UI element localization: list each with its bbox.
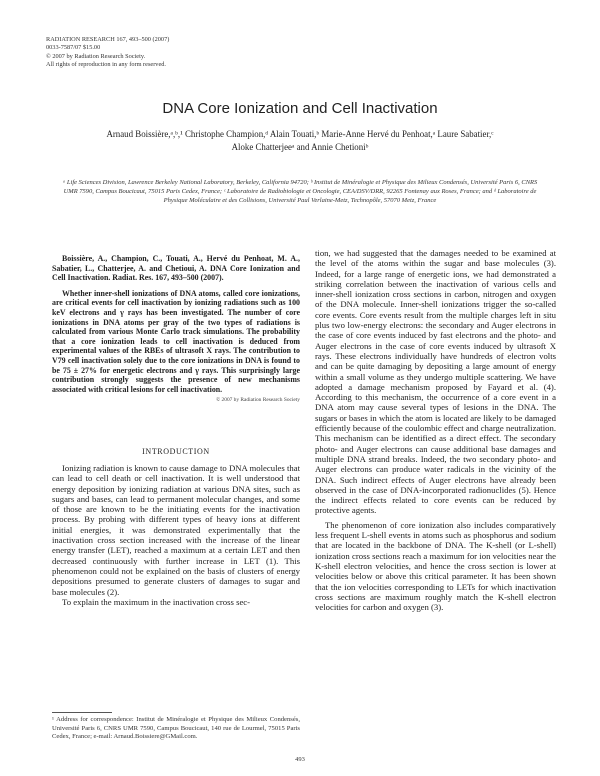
right-column-text bbox=[315, 248, 556, 612]
copyright-line: © 2007 by Radiation Research Society. bbox=[46, 52, 146, 60]
section-heading-introduction: INTRODUCTION bbox=[142, 447, 210, 456]
intro-paragraph-1: Ionizing radiation is known to cause damage to DNA molecules that can lead to cell death or cell inactivation. It is well understood that energy deposition by ionizing radiation at various DNA sites, such as sugars and bases, can lead to permanent molecular changes, and some of those are known to be the initiating events for the inactivation process. By probing with different types of heavy ions at different initial energies, it was demonstrated experimentally that the inactivation cross section increased with the increase of the linear energy transfer (LET), reached a maximum at a certain LET and then decreased continuously with further increase in LET (1). This phenomenon could not be explained on the basis of clusters of energy depositions presumed to generate clusters of damages to sugar and base molecules (2). bbox=[52, 463, 300, 597]
author-line-1: Arnaud Boissière,ᵃ,ᵇ,¹ Christophe Champion,ᵈ Alain Touati,ᵇ Marie-Anne Hervé du Penhoat,ᵃ Laure Sabatier,ᶜ bbox=[106, 129, 494, 139]
rights-line: All rights of reproduction in any form reserved. bbox=[46, 60, 166, 68]
left-column-text bbox=[52, 463, 300, 607]
journal-header bbox=[46, 36, 169, 69]
affiliations: ᵃ Life Sciences Division, Lawrence Berkeley National Laboratory, Berkeley, California 94720; ᵇ Institut de Minéralogie et Physique des Milieux Condensés, Université Paris 6, CNRS UMR 7590, Campus Boucicaut, 75015 Paris Cedex, France; ᶜ Laboratoire de Radiobiologie et Oncologie, CEA/DSV/DRR, 92265 Fontenay aux Roses, France; and ᵈ Laboratoire de Physique Moléculaire et des Collisions, Université Paul Verlaine-Metz, Technopôle, 57070 Metz, France bbox=[62, 179, 538, 205]
right-paragraph-1: tion, we had suggested that the damages needed to be examined at the level of the atoms within the sugar and base molecules (3). Indeed, for a large range of energetic ions, we had demonstrated a striking correlation between the inactivation of various cells and inner-shell ionization cross sections in carbon, nitrogen and oxygen of the DNA molecule. Inner-shell ionizations trigger the so-called core events. Core events result from the multiple charges left in situ plus two low-energy electrons: the secondary and Auger electrons in the case of core events induced by fast electrons and the photo- and Auger electrons in the case of core events induced by ultrasoft X rays. These electrons individually have hundreds of electron volts and can be quite damaging by depositing a large amount of energy within a small volume as they undergo multiple scattering. We have adopted a damage mechanism proposed by Fayard et al. (4). According to this mechanism, the occurrence of a core event in a DNA atom may cause several types of lesions in the DNA. The sugars or bases in which the atom is located are likely to be damaged efficiently because of the coulombic effect and charge neutralization. This mechanism can be identified as a direct effect. The secondary photo- and Auger electrons can cause additional base damages and multiple DNA strand breaks. Indeed, the two secondary photo- and Auger electrons can produce water radicals in the vicinity of the DNA. Such indirect effects of Auger electrons have already been observed in the case of DNA-incorporated radionuclides (5). Hence the indirect effects related to core events can be reduced by protective agents. bbox=[315, 248, 556, 516]
abstract-body: Whether inner-shell ionizations of DNA atoms, called core ionizations, are critical events for cell inactivation by ionizing radiations such as 100 keV electrons and γ rays has been investigated. The number of core ionizations in DNA atoms per gray of the two types of radiations is calculated from various Monte Carlo track simulations. The probability that a core ionization leads to cell inactivation is deduced from experimental values of the RBEs of ultrasoft X rays. The contribution to V79 cell inactivation solely due to the core ionizations in DNA is found to be 75 ± 27% for energetic electrons and γ rays. This surprisingly large contribution strongly suggests the presence of new mechanisms associated with critical lesions for cell inactivation. bbox=[52, 288, 300, 394]
correspondence-footnote: ¹ Address for correspondence: Institut de Minéralogie et Physique des Milieux Condensés, Université Paris 6, CNRS UMR 7590, Campus Boucicaut, 140 rue de Lourmel, 75015 Paris Cedex, France; e-mail: Arnaud.Boissiere@GMail.com. bbox=[52, 716, 300, 740]
abstract-copyright: © 2007 by Radiation Research Society bbox=[216, 397, 300, 404]
abstract-citation: Boissière, A., Champion, C., Touati, A., Hervé du Penhoat, M. A., Sabatier, L., Chatterjee, A. and Chetioui, A. DNA Core Ionization and Cell Inactivation. Radiat. Res. 167, 493–500 (2007). bbox=[52, 254, 300, 283]
journal-citation-line: RADIATION RESEARCH 167, 493–500 (2007) bbox=[46, 36, 170, 43]
abstract-block bbox=[52, 254, 300, 406]
issn-line: 0033-7587/07 $15.00 bbox=[46, 44, 101, 52]
page-number: 493 bbox=[295, 756, 305, 763]
author-line-2: Aloke Chatterjeeᵃ and Annie Chetioniᵇ bbox=[231, 142, 369, 152]
footnote-rule bbox=[52, 712, 112, 713]
paper-title: DNA Core Ionization and Cell Inactivation bbox=[162, 100, 438, 117]
intro-paragraph-2: To explain the maximum in the inactivation cross sec- bbox=[62, 596, 251, 607]
right-paragraph-2: The phenomenon of core ionization also includes comparatively less frequent L-shell events in atoms such as phosphorus and sodium that are located in the backbone of DNA. The K-shell (or L-shell) ionization cross sections reach a maximum for ion velocities near the K-shell electron velocities, and hence the cross section is lower at velocities below or above this critical parameter. It has been shown that the ion velocities corresponding to LETs for which inactivation cross sections are maximum roughly match the K-shell electron velocities for carbon and oxygen (3). bbox=[315, 519, 556, 613]
